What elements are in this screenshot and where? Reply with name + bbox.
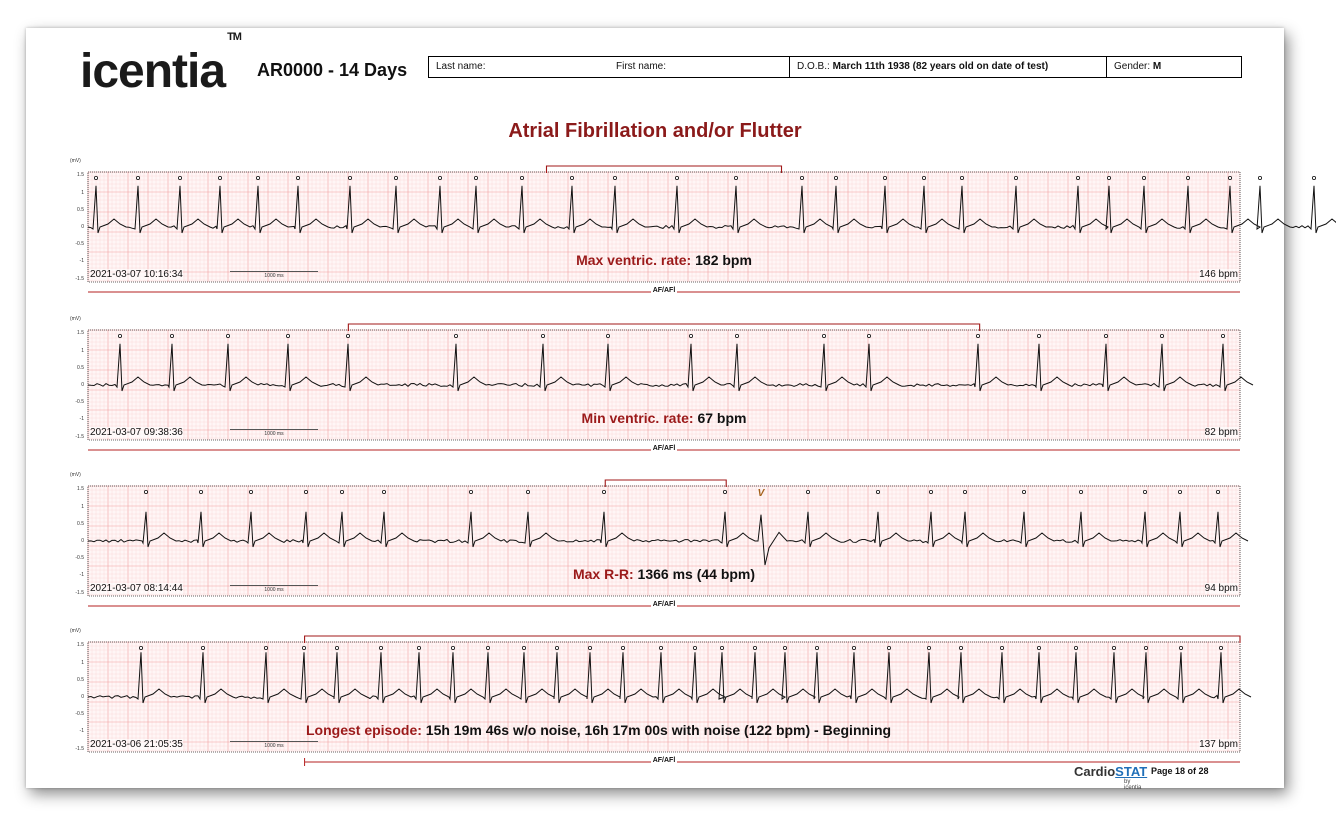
beat-marker bbox=[1076, 176, 1079, 179]
strip-heart-rate: 94 bpm bbox=[1204, 583, 1238, 594]
y-tick-label: -1.5 bbox=[75, 589, 84, 596]
cardiostat-logo: CardioSTAT by icentia bbox=[1074, 764, 1148, 791]
beat-marker bbox=[454, 334, 457, 337]
beat-marker bbox=[1104, 334, 1107, 337]
y-tick-label: 1 bbox=[81, 189, 84, 196]
time-scale-bar: 1000 ms bbox=[230, 429, 318, 430]
beat-marker bbox=[1079, 490, 1082, 493]
y-tick-label: -0.5 bbox=[75, 399, 84, 406]
y-tick-label: 0 bbox=[81, 382, 84, 388]
beat-marker bbox=[340, 490, 343, 493]
beat-marker bbox=[520, 176, 523, 179]
beat-marker bbox=[256, 176, 259, 179]
strip-caption: Longest episode: 15h 19m 46s w/o noise, 16h 17m 00s with noise (122 bpm) - Beginning bbox=[306, 722, 892, 738]
beat-marker bbox=[1144, 646, 1147, 649]
beat-marker bbox=[451, 646, 454, 649]
ecg-grid bbox=[88, 164, 1240, 302]
beat-marker bbox=[606, 334, 609, 337]
y-tick-label: 1.5 bbox=[77, 486, 84, 493]
patient-info-box bbox=[428, 56, 1242, 78]
beat-marker bbox=[136, 176, 139, 179]
beat-marker bbox=[976, 334, 979, 337]
strip-heart-rate: 146 bpm bbox=[1199, 269, 1238, 280]
y-tick-label: 0 bbox=[81, 694, 84, 700]
time-scale-bar: 1000 ms bbox=[230, 741, 318, 742]
beat-marker bbox=[1221, 334, 1224, 337]
beat-marker bbox=[1000, 646, 1003, 649]
strip-timestamp: 2021-03-07 09:38:36 bbox=[90, 427, 183, 438]
last-name-field: Last name: bbox=[436, 61, 486, 72]
beat-marker bbox=[834, 176, 837, 179]
beat-marker bbox=[335, 646, 338, 649]
ecg-strip bbox=[70, 628, 1240, 764]
beat-marker bbox=[1143, 490, 1146, 493]
first-name-field: First name: bbox=[616, 61, 667, 72]
y-unit-label: (mV) bbox=[70, 158, 81, 164]
strip-timestamp: 2021-03-07 10:16:34 bbox=[90, 269, 183, 280]
af-label: AF/AFl bbox=[652, 287, 676, 294]
beat-marker bbox=[226, 334, 229, 337]
section-title: Atrial Fibrillation and/or Flutter bbox=[508, 120, 802, 142]
beat-marker bbox=[720, 646, 723, 649]
y-tick-label: -1 bbox=[79, 416, 84, 423]
y-unit-label: (mV) bbox=[70, 472, 81, 478]
icentia-logo: icentia™ bbox=[80, 31, 241, 98]
beat-marker bbox=[1037, 334, 1040, 337]
beat-marker bbox=[304, 490, 307, 493]
y-tick-label: 0.5 bbox=[77, 364, 84, 371]
beat-marker bbox=[734, 176, 737, 179]
beat-marker bbox=[348, 176, 351, 179]
beat-marker bbox=[417, 646, 420, 649]
beat-marker bbox=[264, 646, 267, 649]
af-label: AF/AFl bbox=[652, 445, 676, 452]
beat-marker bbox=[1074, 646, 1077, 649]
beat-marker bbox=[1258, 176, 1261, 179]
strip-timestamp: 2021-03-07 08:14:44 bbox=[90, 583, 183, 594]
ecg-strip bbox=[70, 158, 1240, 294]
strip-timestamp: 2021-03-06 21:05:35 bbox=[90, 739, 183, 750]
y-tick-label: 0.5 bbox=[77, 206, 84, 213]
beat-marker bbox=[218, 176, 221, 179]
beat-marker bbox=[1037, 646, 1040, 649]
beat-marker bbox=[1179, 646, 1182, 649]
beat-marker bbox=[94, 176, 97, 179]
beat-marker bbox=[144, 490, 147, 493]
beat-marker bbox=[867, 334, 870, 337]
strip-heart-rate: 137 bpm bbox=[1199, 739, 1238, 750]
beat-marker bbox=[555, 646, 558, 649]
beat-marker bbox=[1107, 176, 1110, 179]
beat-marker bbox=[170, 334, 173, 337]
ecg-grid bbox=[88, 634, 1240, 772]
ecg-grid bbox=[88, 322, 1240, 460]
beat-marker bbox=[883, 176, 886, 179]
y-tick-label: -1.5 bbox=[75, 433, 84, 440]
beat-marker bbox=[469, 490, 472, 493]
strip-caption: Min ventric. rate: 67 bpm bbox=[581, 410, 747, 426]
y-tick-label: 0.5 bbox=[77, 676, 84, 683]
strip-heart-rate: 82 bpm bbox=[1204, 427, 1238, 438]
report-title: AR0000 - 14 Days bbox=[257, 60, 408, 80]
beat-marker bbox=[753, 646, 756, 649]
report-page bbox=[26, 28, 1284, 791]
y-tick-label: 1 bbox=[81, 659, 84, 666]
beat-marker bbox=[735, 334, 738, 337]
beat-marker bbox=[1216, 490, 1219, 493]
y-tick-label: -1.5 bbox=[75, 275, 84, 282]
y-tick-label: -1 bbox=[79, 258, 84, 265]
y-tick-label: -0.5 bbox=[75, 711, 84, 718]
beat-marker bbox=[1186, 176, 1189, 179]
beat-marker bbox=[302, 646, 305, 649]
strip-caption: Max R-R: 1366 ms (44 bpm) bbox=[572, 566, 756, 582]
y-tick-label: 1 bbox=[81, 503, 84, 510]
y-tick-label: 1.5 bbox=[77, 330, 84, 337]
af-label: AF/AFl bbox=[652, 601, 676, 608]
beat-marker bbox=[1014, 176, 1017, 179]
y-tick-label: 0 bbox=[81, 224, 84, 230]
ecg-strip bbox=[70, 316, 1240, 452]
beat-marker bbox=[1112, 646, 1115, 649]
beat-marker bbox=[675, 176, 678, 179]
beat-marker bbox=[588, 646, 591, 649]
beat-marker bbox=[963, 490, 966, 493]
page-number: Page 18 of 28 bbox=[1151, 766, 1209, 776]
beat-marker bbox=[1312, 176, 1315, 179]
beat-marker bbox=[922, 176, 925, 179]
beat-marker bbox=[929, 490, 932, 493]
beat-marker bbox=[887, 646, 890, 649]
beat-marker bbox=[118, 334, 121, 337]
gender-field: Gender: M bbox=[1106, 57, 1241, 77]
beat-marker bbox=[800, 176, 803, 179]
pvc-label: V bbox=[757, 488, 765, 499]
beat-marker bbox=[783, 646, 786, 649]
beat-marker bbox=[541, 334, 544, 337]
beat-marker bbox=[438, 176, 441, 179]
beat-marker bbox=[822, 334, 825, 337]
beat-marker bbox=[486, 646, 489, 649]
beat-marker bbox=[526, 490, 529, 493]
af-label: AF/AFl bbox=[652, 757, 676, 764]
beat-marker bbox=[570, 176, 573, 179]
time-scale-bar: 1000 ms bbox=[230, 271, 318, 272]
beat-marker bbox=[815, 646, 818, 649]
y-tick-label: -1.5 bbox=[75, 745, 84, 752]
y-unit-label: (mV) bbox=[70, 628, 81, 634]
beat-marker bbox=[1228, 176, 1231, 179]
beat-marker bbox=[1142, 176, 1145, 179]
dob-field: D.O.B.: March 11th 1938 (82 years old on date of test) bbox=[789, 57, 1106, 77]
beat-marker bbox=[201, 646, 204, 649]
beat-marker bbox=[286, 334, 289, 337]
y-tick-label: 0 bbox=[81, 538, 84, 544]
beat-marker bbox=[960, 176, 963, 179]
beat-marker bbox=[522, 646, 525, 649]
beat-marker bbox=[959, 646, 962, 649]
beat-marker bbox=[382, 490, 385, 493]
beat-marker bbox=[474, 176, 477, 179]
y-tick-label: 1 bbox=[81, 347, 84, 354]
beat-marker bbox=[876, 490, 879, 493]
y-tick-label: 1.5 bbox=[77, 642, 84, 649]
beat-marker bbox=[723, 490, 726, 493]
beat-marker bbox=[139, 646, 142, 649]
beat-marker bbox=[249, 490, 252, 493]
beat-marker bbox=[1160, 334, 1163, 337]
beat-marker bbox=[1178, 490, 1181, 493]
y-tick-label: 0.5 bbox=[77, 520, 84, 527]
beat-marker bbox=[927, 646, 930, 649]
beat-marker bbox=[613, 176, 616, 179]
beat-marker bbox=[806, 490, 809, 493]
beat-marker bbox=[1022, 490, 1025, 493]
y-unit-label: (mV) bbox=[70, 316, 81, 322]
y-tick-label: -1 bbox=[79, 728, 84, 735]
beat-marker bbox=[1219, 646, 1222, 649]
beat-marker bbox=[602, 490, 605, 493]
beat-marker bbox=[689, 334, 692, 337]
y-tick-label: 1.5 bbox=[77, 172, 84, 179]
beat-marker bbox=[346, 334, 349, 337]
y-tick-label: -1 bbox=[79, 572, 84, 579]
beat-marker bbox=[852, 646, 855, 649]
beat-marker bbox=[621, 646, 624, 649]
ecg-grid bbox=[88, 478, 1240, 616]
beat-marker bbox=[199, 490, 202, 493]
strip-caption: Max ventric. rate: 182 bpm bbox=[576, 252, 752, 268]
beat-marker bbox=[178, 176, 181, 179]
beat-marker bbox=[659, 646, 662, 649]
beat-marker bbox=[379, 646, 382, 649]
ecg-strip bbox=[70, 472, 1240, 608]
beat-marker bbox=[693, 646, 696, 649]
beat-marker bbox=[296, 176, 299, 179]
beat-marker bbox=[394, 176, 397, 179]
y-tick-label: -0.5 bbox=[75, 555, 84, 562]
y-tick-label: -0.5 bbox=[75, 241, 84, 248]
time-scale-bar: 1000 ms bbox=[230, 585, 318, 586]
